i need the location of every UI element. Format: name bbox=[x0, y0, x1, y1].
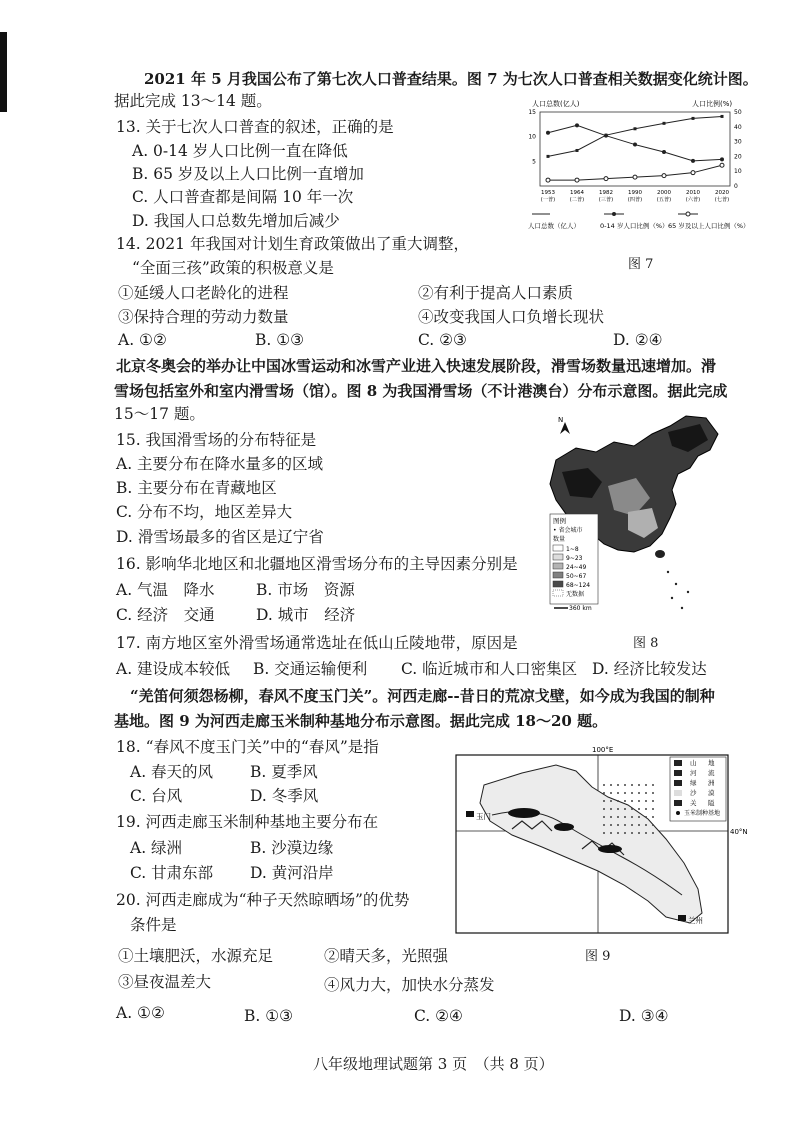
fig7-x-ticks bbox=[541, 190, 730, 203]
question-16-option-a: A. 气温 降水 bbox=[116, 581, 215, 599]
fig7-point-old bbox=[720, 163, 724, 167]
fig9-sand-dot bbox=[617, 808, 619, 810]
fig7-point-young bbox=[720, 157, 724, 161]
fig7-point-young bbox=[691, 159, 695, 163]
question-20-stem-2: 条件是 bbox=[130, 916, 177, 934]
fig9-pass-marker bbox=[466, 811, 474, 817]
fig7-left-axis-title: 人口总数(亿人) bbox=[532, 100, 580, 108]
fig7-x-tick-year: 1990 bbox=[628, 190, 642, 196]
question-17-stem: 17. 南方地区室外滑雪场通常选址在低山丘陵地带，原因是 bbox=[116, 634, 518, 652]
question-14-option-b: B. ①③ bbox=[255, 331, 305, 349]
fig8-north-label: N bbox=[558, 416, 564, 424]
fig9-legend-label: 玉米制种基地 bbox=[684, 810, 721, 817]
fig8-legend-swatch bbox=[553, 572, 563, 578]
fig9-legend-label-right: 隘 bbox=[708, 799, 715, 807]
question-18-stem: 18. “春风不度玉门关”中的“春风”是指 bbox=[116, 738, 379, 756]
fig7-x-tick-census: (二普) bbox=[569, 197, 585, 203]
question-19-option-d: D. 黄河沿岸 bbox=[250, 864, 334, 882]
fig9-legend-swatch bbox=[674, 800, 682, 806]
question-18-option-d: D. 冬季风 bbox=[250, 787, 319, 805]
fig9-sand-dot bbox=[645, 808, 647, 810]
fig7-point-total bbox=[721, 115, 724, 118]
question-15-option-d: D. 滑雪场最多的省区是辽宁省 bbox=[116, 528, 324, 546]
fig9-sand-dot bbox=[638, 832, 640, 834]
fig7-right-tick-label: 30 bbox=[734, 138, 742, 146]
fig9-sand-dot bbox=[617, 800, 619, 802]
fig8-legend-swatch bbox=[553, 581, 563, 587]
question-13-option-d: D. 我国人口总数先增加后减少 bbox=[132, 212, 340, 230]
question-20-item-1: ①土壤肥沃，水源充足 bbox=[118, 947, 274, 965]
question-19-option-c: C. 甘肃东部 bbox=[130, 864, 214, 882]
fig9-sand-dot bbox=[610, 792, 612, 794]
question-18-option-b: B. 夏季风 bbox=[250, 763, 318, 781]
fig9-legend-label: 河 bbox=[690, 769, 697, 777]
question-19-option-b: B. 沙漠边缘 bbox=[250, 839, 334, 857]
fig7-point-old bbox=[546, 178, 550, 182]
fig7-x-tick-year: 1964 bbox=[570, 190, 584, 196]
fig7-point-old bbox=[604, 177, 608, 181]
fig8-legend-label: 68~124 bbox=[566, 582, 591, 589]
fig9-sand-dot bbox=[603, 800, 605, 802]
fig7-point-young bbox=[575, 123, 579, 127]
fig8-scale-label: 360 km bbox=[569, 605, 592, 612]
fig7-legend-marker-old bbox=[686, 212, 690, 216]
fig9-label-yumen: 玉门 bbox=[476, 812, 491, 821]
scan-edge bbox=[0, 32, 7, 112]
figure-7-chart bbox=[512, 98, 752, 258]
fig7-series-line-0 bbox=[548, 116, 722, 156]
intro-13-14-line1: 2021 年 5 月我国公布了第七次人口普查结果。图 7 为七次人口普查相关数据变化统计图。 bbox=[144, 70, 758, 88]
fig7-x-tick-year: 2020 bbox=[715, 190, 729, 196]
fig9-legend-label: 绿 bbox=[690, 779, 697, 787]
fig9-sand-dot bbox=[652, 816, 654, 818]
question-20-option-c: C. ②④ bbox=[414, 1007, 463, 1025]
fig9-sand-dot bbox=[645, 816, 647, 818]
fig9-sand-dot bbox=[624, 824, 626, 826]
fig9-latitude-label: 40°N bbox=[730, 828, 748, 836]
fig7-legend-old: 65 岁及以上人口比例（%） bbox=[668, 222, 750, 230]
question-13-stem: 13. 关于七次人口普查的叙述，正确的是 bbox=[116, 118, 394, 136]
fig9-legend-label-right: 流 bbox=[708, 769, 715, 777]
fig7-right-tick-label: 0 bbox=[734, 183, 738, 190]
fig9-legend-swatch-seed bbox=[676, 811, 680, 815]
fig8-legend-title: 图例 bbox=[553, 517, 566, 525]
fig9-legend-label: 山 bbox=[690, 759, 697, 767]
page-footer: 八年级地理试题第 3 页 （共 8 页） bbox=[313, 1055, 554, 1073]
fig7-legend-marker-young bbox=[612, 212, 616, 216]
fig8-legend-label: 无数据 bbox=[566, 591, 585, 598]
question-20-stem: 20. 河西走廊成为“种子天然晾晒场”的优势 bbox=[116, 891, 410, 909]
question-20-item-2: ②晴天多，光照强 bbox=[324, 947, 449, 965]
figure-8-caption: 图 8 bbox=[633, 636, 659, 651]
fig8-legend-qty: 数量 bbox=[553, 536, 566, 543]
fig9-legend-label: 关 bbox=[690, 799, 697, 807]
fig7-right-tick-label: 10 bbox=[734, 168, 742, 176]
fig7-point-old bbox=[633, 175, 637, 179]
fig9-sand-dot bbox=[652, 800, 654, 802]
question-14-stem-2: “全面三孩”政策的积极意义是 bbox=[132, 259, 334, 277]
intro-15-17-line3: 15～17 题。 bbox=[114, 405, 205, 423]
fig9-sand-dot bbox=[638, 800, 640, 802]
fig7-left-tick-label: 15 bbox=[528, 109, 536, 116]
fig9-oasis-seed-base-2 bbox=[554, 823, 574, 831]
fig9-sand-dot bbox=[631, 824, 633, 826]
fig9-sand-dot bbox=[631, 816, 633, 818]
fig7-right-tick-label: 40 bbox=[734, 123, 742, 131]
fig7-x-tick-census: (五普) bbox=[656, 197, 672, 203]
question-13-option-c: C. 人口普查都是间隔 10 年一次 bbox=[132, 188, 354, 206]
intro-18-20-line1: “羌笛何须怨杨柳，春风不度玉门关”。河西走廊--昔日的荒凉戈壁，如今成为我国的制种 bbox=[130, 687, 715, 705]
fig9-oasis-seed-base-3 bbox=[598, 845, 622, 853]
fig7-point-total bbox=[547, 155, 550, 158]
question-20-option-b: B. ①③ bbox=[244, 1007, 294, 1025]
question-17-option-b: B. 交通运输便利 bbox=[253, 660, 368, 678]
fig8-legend-swatch bbox=[553, 590, 563, 596]
question-14-option-a: A. ①② bbox=[118, 331, 167, 349]
fig9-sand-dot bbox=[645, 800, 647, 802]
fig9-sand-dot bbox=[617, 792, 619, 794]
fig9-sand-dot bbox=[652, 808, 654, 810]
fig7-point-old bbox=[662, 174, 666, 178]
fig9-sand-dot bbox=[610, 832, 612, 834]
fig7-legend-young: 0-14 岁人口比例（%） bbox=[600, 222, 669, 230]
question-20-option-a: A. ①② bbox=[116, 1004, 165, 1022]
fig7-x-tick-year: 2010 bbox=[686, 190, 700, 196]
fig7-left-tick-label: 10 bbox=[528, 133, 536, 141]
fig9-city-marker bbox=[678, 915, 686, 921]
fig9-sand-dot bbox=[603, 824, 605, 826]
fig9-sand-dot bbox=[624, 832, 626, 834]
question-14-item-4: ④改变我国人口负增长现状 bbox=[418, 308, 605, 326]
intro-15-17-line1: 北京冬奥会的举办让中国冰雪运动和冰雪产业进入快速发展阶段，滑雪场数量迅速增加。滑 bbox=[116, 357, 717, 375]
fig9-sand-dot bbox=[638, 824, 640, 826]
fig8-legend-capital: • 省会城市 bbox=[553, 527, 583, 534]
fig7-right-tick-label: 20 bbox=[734, 153, 742, 161]
fig8-legend-swatch bbox=[553, 554, 563, 560]
fig9-sand-dot bbox=[638, 792, 640, 794]
fig7-point-young bbox=[604, 134, 608, 138]
fig7-point-total bbox=[663, 122, 666, 125]
fig7-x-tick-year: 1982 bbox=[599, 190, 613, 196]
fig9-sand-dot bbox=[624, 816, 626, 818]
fig7-left-ticks bbox=[528, 109, 536, 165]
fig9-sand-dot bbox=[624, 808, 626, 810]
fig7-legend-total: 人口总数（亿人） bbox=[528, 222, 580, 230]
fig9-sand-dot bbox=[610, 816, 612, 818]
fig7-x-tick-census: (七普) bbox=[714, 197, 730, 203]
figure-9-caption: 图 9 bbox=[585, 949, 611, 964]
fig9-legend-label-right: 漠 bbox=[708, 789, 715, 797]
fig7-point-total bbox=[576, 149, 579, 152]
fig9-sand-dot bbox=[631, 792, 633, 794]
fig8-hainan bbox=[655, 550, 665, 558]
fig9-oasis-seed-base-1 bbox=[508, 808, 540, 818]
fig7-point-young bbox=[662, 150, 666, 154]
fig8-legend-swatch bbox=[553, 563, 563, 569]
fig9-sand-dot bbox=[610, 800, 612, 802]
fig9-label-lanzhou: 兰州 bbox=[688, 916, 703, 925]
fig7-x-tick-census: (三普) bbox=[598, 197, 614, 203]
fig9-sand-dot bbox=[645, 824, 647, 826]
fig8-legend-label: 1~8 bbox=[566, 546, 579, 553]
fig7-point-old bbox=[575, 178, 579, 182]
question-16-stem: 16. 影响华北地区和北疆地区滑雪场分布的主导因素分别是 bbox=[116, 555, 518, 573]
fig7-x-tick-year: 1953 bbox=[541, 190, 555, 196]
fig9-sand-dot bbox=[617, 816, 619, 818]
question-20-item-3: ③昼夜温差大 bbox=[118, 973, 212, 991]
fig8-south-sea-islands bbox=[667, 571, 689, 609]
question-16-option-b: B. 市场 资源 bbox=[256, 581, 355, 599]
fig8-legend-swatch bbox=[553, 545, 563, 551]
fig9-sand-dot bbox=[617, 784, 619, 786]
question-13-option-a: A. 0-14 岁人口比例一直在降低 bbox=[132, 142, 348, 160]
question-14-item-3: ③保持合理的劳动力数量 bbox=[118, 308, 289, 326]
question-18-option-a: A. 春天的风 bbox=[130, 763, 214, 781]
figure-9-map bbox=[452, 745, 762, 940]
fig9-legend-swatch bbox=[674, 790, 682, 796]
question-16-option-d: D. 城市 经济 bbox=[256, 606, 356, 624]
fig9-legend-label-right: 洲 bbox=[708, 779, 715, 787]
fig7-right-ticks bbox=[734, 109, 742, 190]
question-15-option-c: C. 分布不均，地区差异大 bbox=[116, 503, 293, 521]
fig9-legend-label: 沙 bbox=[690, 789, 697, 797]
fig7-right-tick-label: 50 bbox=[734, 109, 742, 116]
fig9-sand-dot bbox=[603, 784, 605, 786]
fig7-point-total bbox=[692, 117, 695, 120]
question-18-option-c: C. 台风 bbox=[130, 787, 183, 805]
question-19-option-a: A. 绿洲 bbox=[130, 839, 183, 857]
fig9-sand-dot bbox=[624, 800, 626, 802]
fig8-legend-label: 9~23 bbox=[566, 555, 583, 562]
fig9-sand-dot bbox=[624, 784, 626, 786]
fig9-sand-dot bbox=[603, 832, 605, 834]
fig9-sand-dot bbox=[610, 808, 612, 810]
fig7-x-tick-census: (六普) bbox=[685, 197, 701, 203]
fig9-sand-dot bbox=[603, 808, 605, 810]
question-20-option-d: D. ③④ bbox=[619, 1007, 669, 1025]
question-16-option-c: C. 经济 交通 bbox=[116, 606, 215, 624]
question-19-stem: 19. 河西走廊玉米制种基地主要分布在 bbox=[116, 813, 379, 831]
fig9-sand-dot bbox=[631, 832, 633, 834]
fig9-longitude-label: 100°E bbox=[592, 746, 614, 754]
question-14-stem: 14. 2021 年我国对计划生育政策做出了重大调整， bbox=[116, 235, 469, 253]
fig8-legend-label: 24~49 bbox=[566, 564, 587, 571]
fig9-sand-dot bbox=[610, 824, 612, 826]
question-14-option-d: D. ②④ bbox=[613, 331, 663, 349]
fig7-left-tick-label: 5 bbox=[532, 158, 536, 166]
fig9-sand-dot bbox=[638, 816, 640, 818]
fig7-x-tick-year: 2000 bbox=[657, 190, 671, 196]
fig9-legend-swatch bbox=[674, 780, 682, 786]
fig9-legend-swatch bbox=[674, 760, 682, 766]
question-13-option-b: B. 65 岁及以上人口比例一直增加 bbox=[132, 165, 364, 183]
fig7-series bbox=[546, 115, 724, 182]
fig9-sand-dot bbox=[603, 792, 605, 794]
fig9-sand-dot bbox=[652, 832, 654, 834]
fig9-sand-dot bbox=[638, 808, 640, 810]
fig9-sand-dot bbox=[645, 784, 647, 786]
question-17-option-a: A. 建设成本较低 bbox=[116, 660, 231, 678]
figure-8-map bbox=[548, 412, 728, 624]
fig9-legend-swatch bbox=[674, 770, 682, 776]
fig9-sand-dot bbox=[610, 784, 612, 786]
fig9-sand-dot bbox=[652, 784, 654, 786]
question-14-item-1: ①延缓人口老龄化的进程 bbox=[118, 284, 289, 302]
question-17-option-c: C. 临近城市和人口密集区 bbox=[401, 660, 578, 678]
question-15-option-b: B. 主要分布在青藏地区 bbox=[116, 479, 277, 497]
question-14-item-2: ②有利于提高人口素质 bbox=[418, 284, 574, 302]
fig9-sand-dot bbox=[631, 808, 633, 810]
fig7-point-young bbox=[633, 143, 637, 147]
fig8-legend-label: 50~67 bbox=[566, 573, 587, 580]
fig9-sand-dot bbox=[617, 824, 619, 826]
intro-13-14-line2: 据此完成 13～14 题。 bbox=[114, 92, 272, 110]
figure-7-caption: 图 7 bbox=[628, 257, 654, 272]
intro-15-17-line2: 雪场包括室外和室内滑雪场（馆）。图 8 为我国滑雪场（不计港澳台）分布示意图。据此完成 bbox=[114, 382, 728, 400]
fig9-sand-dot bbox=[645, 792, 647, 794]
intro-18-20-line2: 基地。图 9 为河西走廊玉米制种基地分布示意图。据此完成 18～20 题。 bbox=[114, 712, 608, 730]
fig9-sand-dot bbox=[603, 816, 605, 818]
fig9-sand-dot bbox=[631, 800, 633, 802]
question-15-option-a: A. 主要分布在降水量多的区域 bbox=[116, 455, 324, 473]
fig7-x-tick-census: (四普) bbox=[627, 197, 643, 203]
fig9-sand-dot bbox=[652, 824, 654, 826]
fig7-point-total bbox=[634, 127, 637, 130]
fig9-sand-dot bbox=[645, 832, 647, 834]
question-14-option-c: C. ②③ bbox=[418, 331, 467, 349]
fig9-sand-dot bbox=[638, 784, 640, 786]
fig7-point-old bbox=[691, 171, 695, 175]
question-20-item-4: ④风力大，加快水分蒸发 bbox=[324, 976, 495, 994]
fig9-sand-dot bbox=[624, 792, 626, 794]
fig9-legend-label-right: 地 bbox=[708, 759, 715, 767]
fig7-x-tick-census: (一普) bbox=[540, 197, 556, 203]
fig7-point-young bbox=[546, 131, 550, 135]
question-17-option-d: D. 经济比较发达 bbox=[592, 660, 707, 678]
fig7-right-axis-title: 人口比例(%) bbox=[692, 100, 733, 108]
question-15-stem: 15. 我国滑雪场的分布特征是 bbox=[116, 431, 317, 449]
fig9-sand-dot bbox=[617, 832, 619, 834]
fig9-sand-dot bbox=[652, 792, 654, 794]
fig9-sand-dot bbox=[631, 784, 633, 786]
